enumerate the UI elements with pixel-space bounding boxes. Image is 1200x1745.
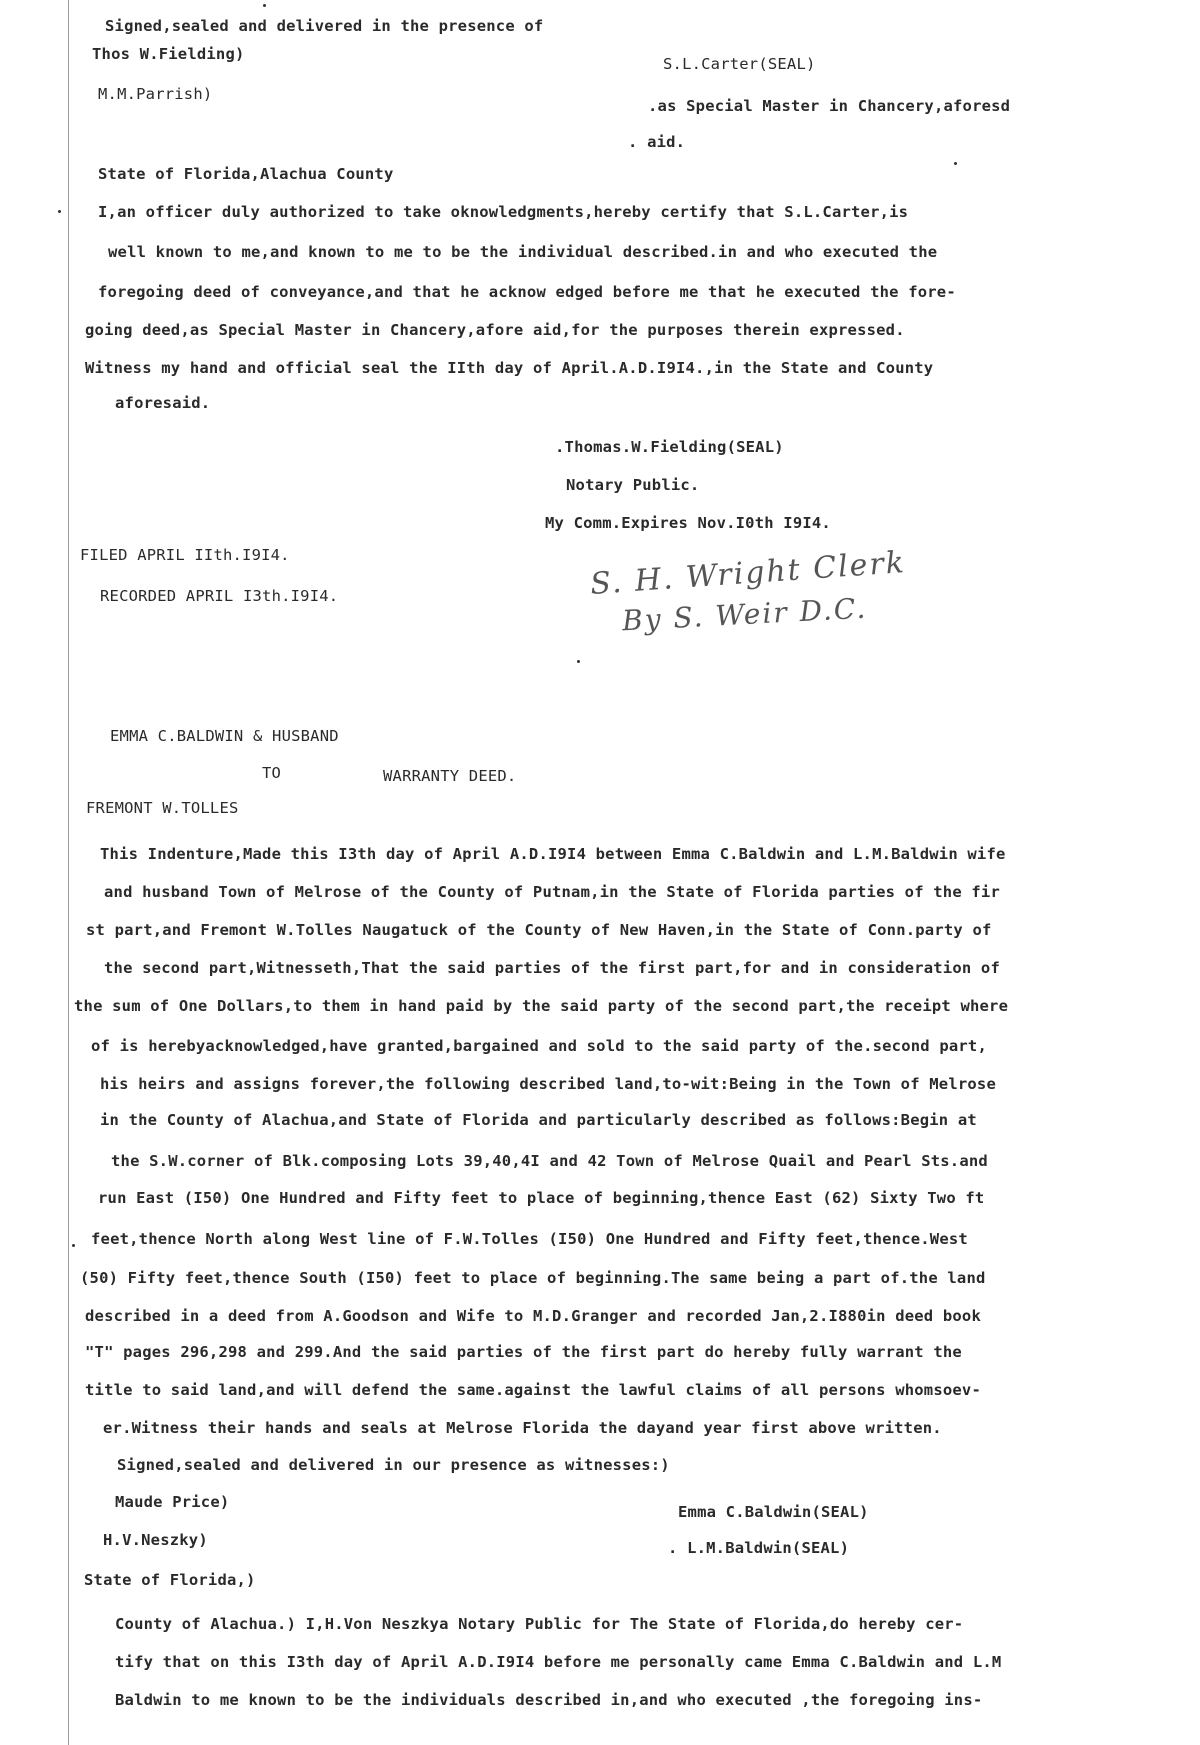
ack1-line: aforesaid. bbox=[115, 394, 211, 412]
signed-sealed-line: Signed,sealed and delivered in the presence of bbox=[105, 17, 544, 35]
ack2-county-line: County of Alachua.) I,H.Von Neszkya Notary Public for The State of Florida,do hereby cer- bbox=[115, 1615, 964, 1633]
deed-body-line: of is herebyacknowledged,have granted,bargained and sold to the said party of the.second part, bbox=[91, 1037, 987, 1055]
deed-to: TO bbox=[262, 764, 282, 782]
deed-body-line: the second part,Witnesseth,That the said parties of the first part,for and in consideration of bbox=[104, 959, 1000, 977]
deed-body-line: and husband Town of Melrose of the County of Putnam,in the State of Florida parties of the fir bbox=[104, 883, 1000, 901]
witness-fielding: Thos W.Fielding) bbox=[92, 45, 245, 63]
deed-body-line: "T" pages 296,298 and 299.And the said parties of the first part do hereby fully warrant the bbox=[85, 1343, 962, 1361]
ack1-venue: State of Florida,Alachua County bbox=[98, 165, 394, 183]
deed-body-line: his heirs and assigns forever,the following described land,to-wit:Being in the Town of Melrose bbox=[100, 1075, 996, 1093]
clerk-signature-line-1: S. H. Wright Clerk bbox=[589, 545, 907, 602]
witness-neszky: H.V.Neszky) bbox=[103, 1531, 208, 1549]
deed-body-line: This Indenture,Made this I3th day of April A.D.I9I4 between Emma C.Baldwin and L.M.Baldwin wife bbox=[100, 845, 1006, 863]
deed-grantee-heading: FREMONT W.TOLLES bbox=[86, 799, 239, 817]
notary-commission: My Comm.Expires Nov.I0th I9I4. bbox=[545, 514, 831, 532]
notary-title: Notary Public. bbox=[566, 476, 700, 494]
scan-speck bbox=[263, 4, 266, 7]
deed-body-line: the S.W.corner of Blk.composing Lots 39,40,4I and 42 Town of Melrose Quail and Pearl Sts.and bbox=[111, 1152, 988, 1170]
deed-body-line: described in a deed from A.Goodson and Wife to M.D.Granger and recorded Jan,2.I880in deed book bbox=[85, 1307, 981, 1325]
ack2-line: tify that on this I3th day of April A.D.I9I4 before me personally came Emma C.Baldwin and L.M bbox=[115, 1653, 1002, 1671]
ack1-line: I,an officer duly authorized to take oknowledgments,hereby certify that S.L.Carter,is bbox=[98, 203, 909, 221]
witness-parrish: M.M.Parrish) bbox=[98, 85, 213, 103]
ack1-line: going deed,as Special Master in Chancery,afore aid,for the purposes therein expressed. bbox=[85, 321, 905, 339]
ack2-state: State of Florida,) bbox=[84, 1571, 256, 1589]
deed-body-line: in the County of Alachua,and State of Florida and particularly described as follows:Begin at bbox=[100, 1111, 977, 1129]
special-master-line-b: . aid. bbox=[628, 133, 686, 151]
witness-price: Maude Price) bbox=[115, 1493, 230, 1511]
filed-date: FILED APRIL IIth.I9I4. bbox=[80, 546, 290, 564]
deed-grantor-heading: EMMA C.BALDWIN & HUSBAND bbox=[110, 727, 339, 745]
scan-speck bbox=[577, 660, 580, 663]
ack1-line: foregoing deed of conveyance,and that he acknow edged before me that he executed the fore- bbox=[98, 283, 956, 301]
grantor-signature-lm: . L.M.Baldwin(SEAL) bbox=[668, 1539, 850, 1557]
deed-body-line: run East (I50) One Hundred and Fifty feet to place of beginning,thence East (62) Sixty Two ft bbox=[98, 1189, 985, 1207]
deed-body-line: title to said land,and will defend the same.against the lawful claims of all persons whomsoev- bbox=[85, 1381, 981, 1399]
deed-body-line: the sum of One Dollars,to them in hand paid by the said party of the second part,the receipt where bbox=[74, 997, 1009, 1015]
grantor-signature-emma: Emma C.Baldwin(SEAL) bbox=[678, 1503, 869, 1521]
witness-intro: Signed,sealed and delivered in our presence as witnesses:) bbox=[117, 1456, 670, 1474]
deed-type: WARRANTY DEED. bbox=[383, 767, 517, 785]
ack2-line: Baldwin to me known to be the individuals described in,and who executed ,the foregoing ins- bbox=[115, 1691, 983, 1709]
scan-speck bbox=[72, 1244, 75, 1247]
special-master-line-a: .as Special Master in Chancery,aforesd bbox=[648, 97, 1011, 115]
recorded-date: RECORDED APRIL I3th.I9I4. bbox=[100, 587, 339, 605]
clerk-signature-line-2: By S. Weir D.C. bbox=[621, 591, 868, 638]
deed-body-line: st part,and Fremont W.Tolles Naugatuck of the County of New Haven,in the State of Conn.party of bbox=[86, 921, 992, 939]
left-margin-rule bbox=[68, 0, 69, 1745]
notary-name-fielding: .Thomas.W.Fielding(SEAL) bbox=[555, 438, 784, 456]
scan-speck bbox=[58, 210, 61, 213]
deed-body-line: er.Witness their hands and seals at Melrose Florida the dayand year first above written. bbox=[103, 1419, 942, 1437]
deed-body-line: (50) Fifty feet,thence South (I50) feet to place of beginning.The same being a part of.the land bbox=[80, 1269, 986, 1287]
deed-body-line: feet,thence North along West line of F.W.Tolles (I50) One Hundred and Fifty feet,thence.West bbox=[91, 1230, 968, 1248]
ack1-line: Witness my hand and official seal the IIth day of April.A.D.I9I4.,in the State and County bbox=[85, 359, 934, 377]
ack1-line: well known to me,and known to me to be the individual described.in and who executed the bbox=[108, 243, 938, 261]
grantor-signature-carter: S.L.Carter(SEAL) bbox=[663, 55, 816, 73]
scan-speck bbox=[954, 162, 957, 165]
